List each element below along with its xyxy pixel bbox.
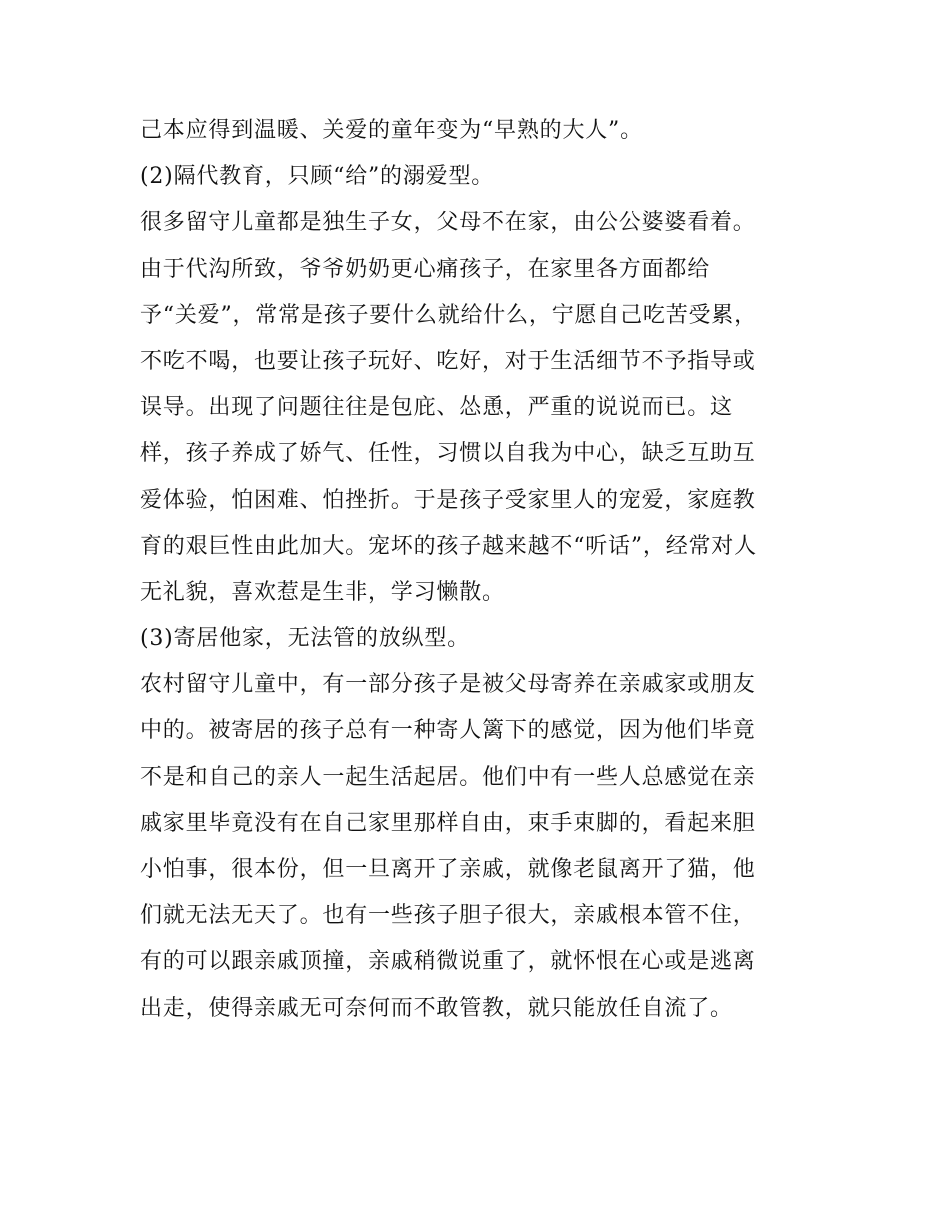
- text-line: 不是和自己的亲人一起生活起居。他们中有一些人总感觉在亲: [140, 764, 756, 790]
- section-heading-2: (2)隔代教育，只顾“给”的溺爱型。: [140, 164, 495, 190]
- text-line: 们就无法无天了。也有一些孩子胆子很大，亲戚根本管不住，: [140, 903, 756, 929]
- text-line: 予“关爱”，常常是孩子要什么就给什么，宁愿自己吃苦受累，: [140, 302, 757, 328]
- section-heading-3: (3)寄居他家，无法管的放纵型。: [140, 626, 470, 652]
- text-line: 己本应得到温暖、关爱的童年变为“早熟的大人”。: [140, 118, 643, 143]
- text-line: 误导。出现了问题往往是包庇、怂恿，严重的说说而已。这: [140, 395, 733, 421]
- text-line: 育的艰巨性由此加大。宠坏的孩子越来越不“听话”，经常对人: [140, 533, 757, 559]
- text-line: 小怕事，很本份，但一旦离开了亲戚，就像老鼠离开了猫，他: [140, 857, 756, 882]
- document-body: [140, 108, 820, 1032]
- text-line: 有的可以跟亲戚顶撞，亲戚稍微说重了，就怀恨在心或是逃离: [140, 949, 756, 975]
- text-line: 出走，使得亲戚无可奈何而不敢管教，就只能放任自流了。: [140, 995, 733, 1021]
- text-line: 很多留守儿童都是独生子女，父母不在家，由公公婆婆看着。: [140, 210, 756, 236]
- text-line: 样，孩子养成了娇气、任性，习惯以自我为中心，缺乏互助互: [140, 441, 756, 467]
- text-line: 由于代沟所致，爷爷奶奶更心痛孩子，在家里各方面都给: [140, 256, 711, 282]
- text-line: 中的。被寄居的孩子总有一种寄人篱下的感觉，因为他们毕竟: [140, 718, 756, 744]
- text-line: 不吃不喝，也要让孩子玩好、吃好，对于生活细节不予指导或: [140, 348, 756, 374]
- text-line: 无礼貌，喜欢惹是生非，学习懒散。: [140, 579, 505, 605]
- text-line: 戚家里毕竟没有在自己家里那样自由，束手束脚的，看起来胆: [140, 810, 756, 836]
- text-line: 爱体验，怕困难、怕挫折。于是孩子受家里人的宠爱，家庭教: [140, 487, 756, 513]
- text-line: 农村留守儿童中，有一部分孩子是被父母寄养在亲戚家或朋友: [140, 672, 756, 698]
